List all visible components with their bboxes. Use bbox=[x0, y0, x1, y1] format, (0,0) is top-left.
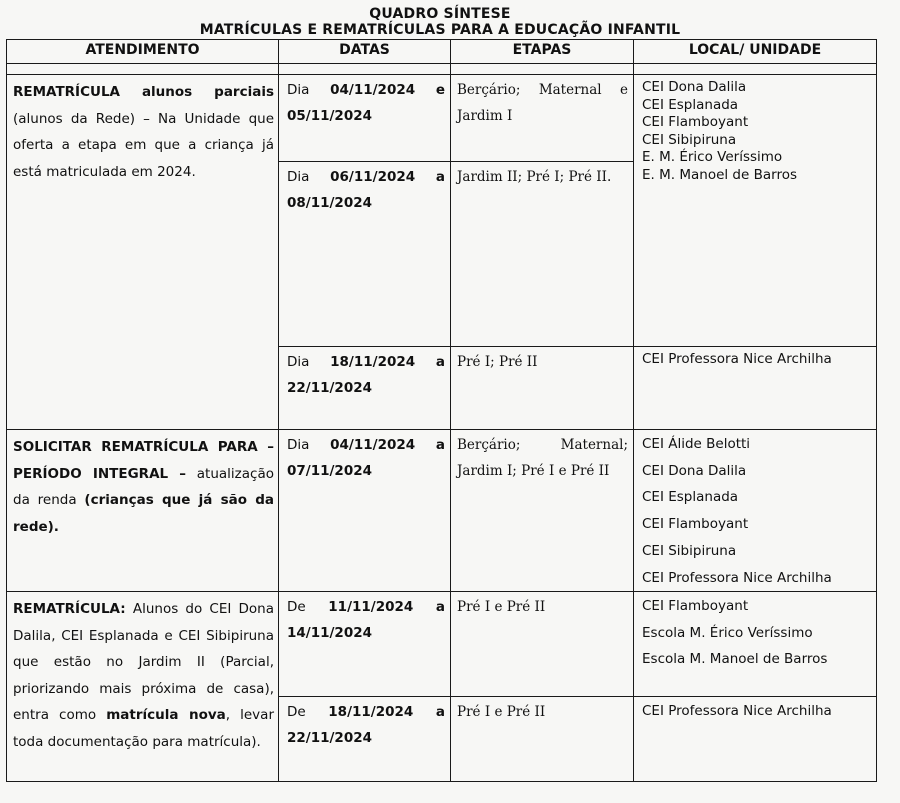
atendimento-cell bbox=[7, 75, 279, 430]
date-cell: De 18/11/2024 a 22/11/2024 bbox=[279, 697, 451, 782]
summary-table bbox=[6, 39, 877, 782]
local-cell: CEI Professora Nice Archilha bbox=[634, 697, 877, 782]
header-row bbox=[7, 40, 877, 64]
etapa-cell: Jardim II; Pré I; Pré II. bbox=[451, 162, 634, 347]
table-row bbox=[7, 592, 877, 697]
date-cell: Dia 18/11/2024 a 22/11/2024 bbox=[279, 347, 451, 430]
table-row bbox=[7, 430, 877, 592]
local-cell: CEI Dona Dalila CEI Esplanada CEI Flamboyant CEI Sibipiruna E. M. Érico Veríssimo E. M. Manoel de Barros bbox=[634, 75, 877, 347]
date-cell: De 11/11/2024 a 14/11/2024 bbox=[279, 592, 451, 697]
atendimento-cell: SOLICITAR REMATRÍCULA PARA – PERÍODO INTEGRAL – atualização da renda (crianças que já são da rede). bbox=[7, 430, 279, 592]
local-cell: CEI Flamboyant Escola M. Érico Veríssimo Escola M. Manoel de Barros bbox=[634, 592, 877, 697]
column-header-atendimento: ATENDIMENTO bbox=[7, 40, 279, 64]
etapa-cell: Berçário; Maternal e Jardim I bbox=[451, 75, 634, 162]
etapa-cell: Pré I e Pré II bbox=[451, 592, 634, 697]
etapa-cell: Pré I e Pré II bbox=[451, 697, 634, 782]
atendimento-text: (alunos da Rede) – Na Unidade que oferta a etapa em que a criança já está matriculada em 2024. bbox=[13, 110, 274, 180]
etapa-cell: Berçário; Maternal; Jardim I; Pré I e Pré II bbox=[451, 430, 634, 592]
date-cell: Dia 06/11/2024 a 08/11/2024 bbox=[279, 162, 451, 347]
table-row bbox=[7, 75, 877, 162]
date-cell: Dia 04/11/2024 a 07/11/2024 bbox=[279, 430, 451, 592]
local-cell: CEI Álide Belotti CEI Dona Dalila CEI Esplanada CEI Flamboyant CEI Sibipiruna CEI Professora Nice Archilha bbox=[634, 430, 877, 592]
column-header-local: LOCAL/ UNIDADE bbox=[634, 40, 877, 64]
atendimento-cell: REMATRÍCULA: Alunos do CEI Dona Dalila, CEI Esplanada e CEI Sibipiruna que estão no Jardim II (Parcial, priorizando mais próxima de casa), entra como matrícula nova, levar toda documentação para matrícula). bbox=[7, 592, 279, 782]
column-header-etapas: ETAPAS bbox=[451, 40, 634, 64]
document-subtitle: MATRÍCULAS E REMATRÍCULAS PARA A EDUCAÇÃO INFANTIL bbox=[199, 22, 681, 38]
etapa-cell: Pré I; Pré II bbox=[451, 347, 634, 430]
document-title: QUADRO SÍNTESE bbox=[369, 6, 511, 22]
column-header-datas: DATAS bbox=[279, 40, 451, 64]
spacer-row bbox=[7, 64, 877, 75]
atendimento-bold: REMATRÍCULA alunos parciais bbox=[13, 84, 274, 100]
local-cell: CEI Professora Nice Archilha bbox=[634, 347, 877, 430]
date-cell: Dia 04/11/2024 e 05/11/2024 bbox=[279, 75, 451, 162]
